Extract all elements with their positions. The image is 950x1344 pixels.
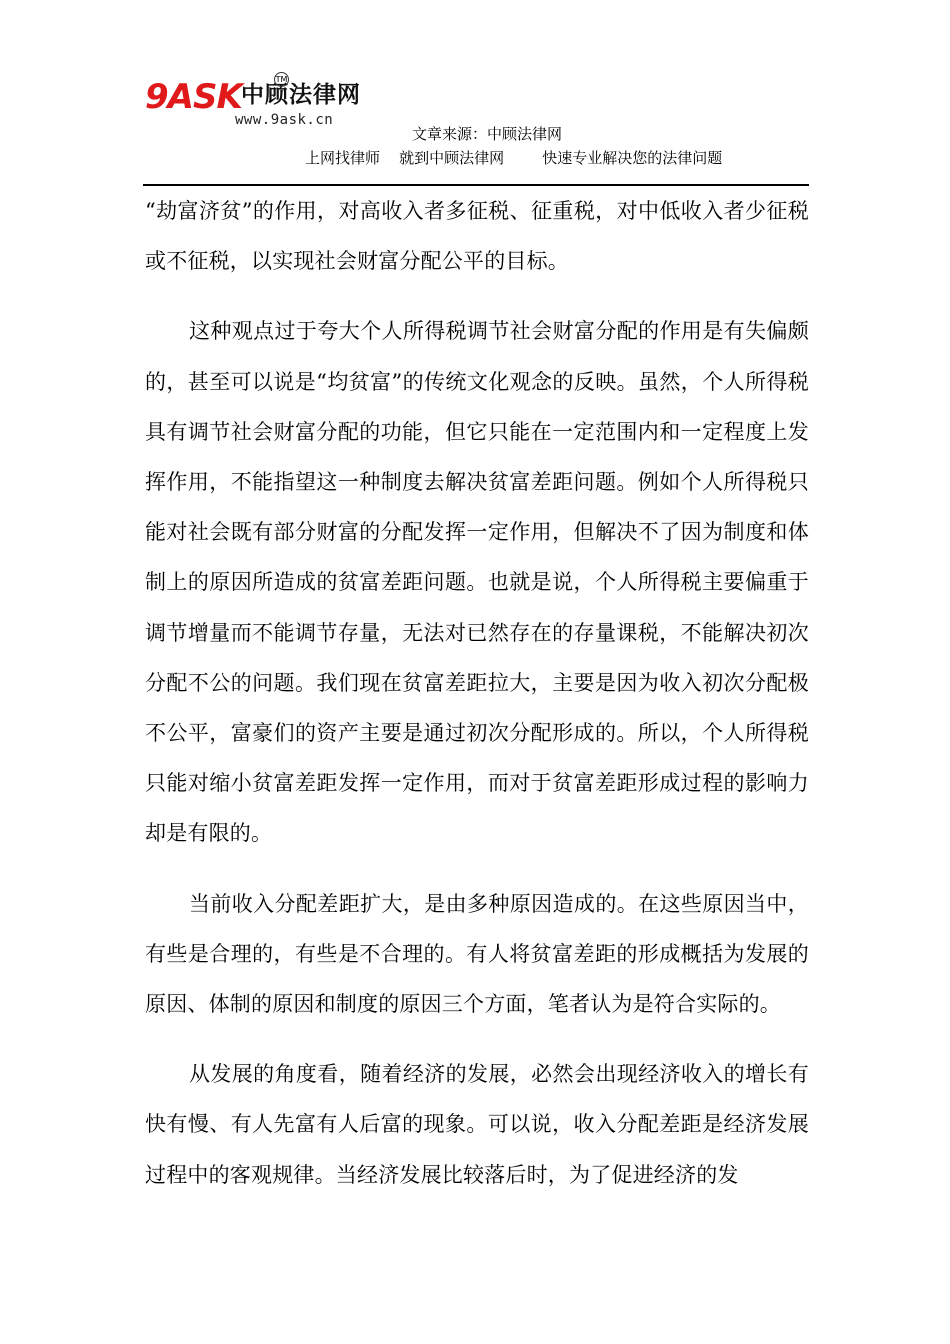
site-slogan: 上网找律师 就到中顾法律网 快速专业解决您的法律问题 [305,149,723,167]
article-source: 文章来源：中顾法律网 [412,125,563,143]
paragraph: 当前收入分配差距扩大，是由多种原因造成的。在这些原因当中，有些是合理的，有些是不合理的。有人将贫富差距的形成概括为发展的原因、体制的原因和制度的原因三个方面，笔者认为是符合实际的。 [145,891,809,1017]
paragraph: 这种观点过于夸大个人所得税调节社会财富分配的作用是有失偏颇的，甚至可以说是“均贫富”的传统文化观念的反映。虽然，个人所得税具有调节社会财富分配的功能，但它只能在一定范围内和一定程度上发挥作用，不能指望这一种制度去解决贫富差距问题。例如个人所得税只能对社会既有部分财富的分配发挥一定作用，但解决不了因为制度和体制上的原因所造成的贫富差距问题。也就是说，个人所得税主要偏重于调节增量而不能调节存量，无法对已然存在的存量课税，不能解决初次分配不公的问题。我们现在贫富差距拉大，主要是因为收入初次分配极不公平，富豪们的资产主要是通过初次分配形成的。所以，个人所得税只能对缩小贫富差距发挥一定作用，而对于贫富差距形成过程的影响力却是有限的。 [145,319,809,846]
logo-mark [145,77,242,117]
paragraph: “劫富济贫”的作用，对高收入者多征税、征重税，对中低收入者少征税或不征税，以实现社会财富分配公平的目标。 [145,199,809,274]
logo-brand-name: 中顾 [241,82,289,108]
logo-mark-text: 9ASK [145,77,242,117]
trademark-icon: TM [274,72,289,87]
logo-brand-name-2: 法律网 [289,82,361,108]
paragraph: 从发展的角度看，随着经济的发展，必然会出现经济收入的增长有快有慢、有人先富有人后富的现象。可以说，收入分配差距是经济发展过程中的客观规律。当经济发展比较落后时，为了促进经济的发 [145,1062,809,1187]
logo-url: www.9ask.cn [235,112,334,128]
logo-brand [241,82,361,108]
site-logo[interactable] [145,76,365,132]
article-body [145,186,809,1200]
